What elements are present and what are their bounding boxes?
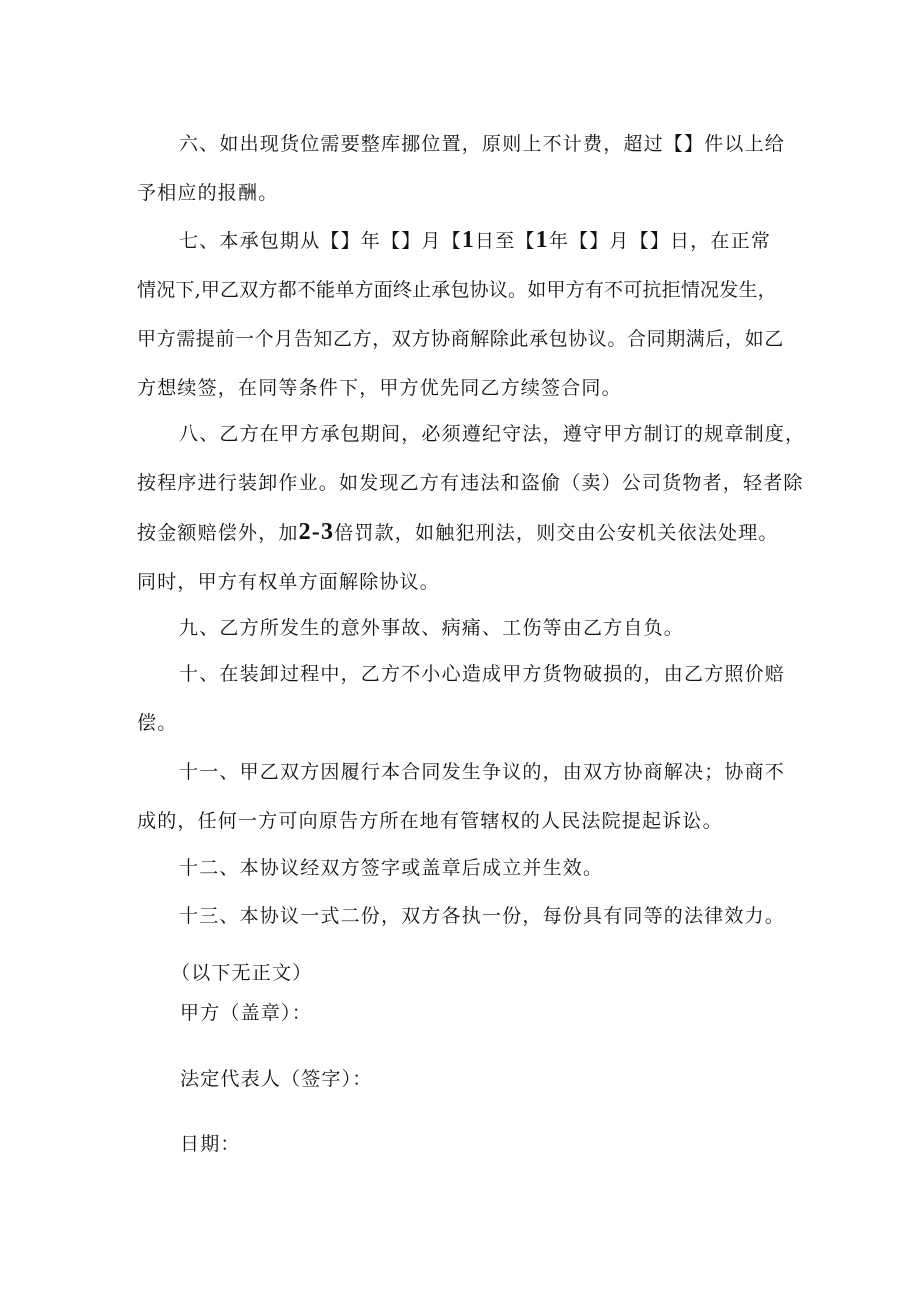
clause-seven-line-2: 情况下,甲乙双方都不能单方面终止承包协议。如甲方有不可抗拒情况发生， xyxy=(137,279,777,301)
clause-eight-penalty-multiple: 2-3 xyxy=(298,519,335,545)
clause-seven-text-c: 年【】月【】日，在正常 xyxy=(548,230,772,252)
party-a-seal-label: 甲方（盖章）： xyxy=(180,1002,312,1024)
clause-eight-line-2: 按程序进行装卸作业。如发现乙方有违法和盗偷（卖）公司货物者，轻者除 xyxy=(137,472,804,494)
clause-seven-text-a: 七、本承包期从【】年【】月【 xyxy=(179,230,462,252)
clause-twelve-line-1: 十二、本协议经双方签字或盖章后成立并生效。 xyxy=(179,857,604,879)
clause-seven-line-1 xyxy=(137,216,793,266)
clause-thirteen xyxy=(137,892,793,941)
clause-seven-day-number: 1 xyxy=(461,227,476,253)
clause-eight-text-a: 按金额赔偿外，加 xyxy=(137,522,299,544)
clause-twelve xyxy=(137,844,793,893)
clause-six-line-1: 六、如出现货位需要整库挪位置，原则上不计费，超过【】件以上给 xyxy=(179,133,786,155)
date-label: 日期： xyxy=(180,1133,241,1155)
end-of-text-note: （以下无正文） xyxy=(171,962,313,984)
clause-six xyxy=(137,120,793,218)
clause-thirteen-line-1: 十三、本协议一式二份，双方各执一份，每份具有同等的法律效力。 xyxy=(179,905,786,927)
clause-nine xyxy=(137,604,793,653)
clause-seven-text-b: 日至【 xyxy=(475,230,536,252)
clause-nine-line-1: 九、乙方所发生的意外事故、病痛、工伤等由乙方自负。 xyxy=(179,617,685,639)
clause-eight-line-1: 八、乙方在甲方承包期间，必须遵纪守法，遵守甲方制订的规章制度， xyxy=(179,423,806,445)
clause-eight xyxy=(137,410,806,607)
clause-eight-line-3 xyxy=(137,508,793,558)
legal-representative-signature-label: 法定代表人（签字）： xyxy=(180,1068,373,1090)
clause-seven-line-4: 方想续签，在同等条件下，甲方优先同乙方续签合同。 xyxy=(137,377,622,399)
clause-eight-text-b: 倍罚款，如触犯刑法，则交由公安机关依法处理。 xyxy=(334,522,779,544)
clause-ten-line-2: 偿。 xyxy=(137,712,178,734)
clause-seven-line-3: 甲方需提前一个月告知乙方，双方协商解除此承包协议。合同期满后，如乙 xyxy=(137,328,784,350)
clause-seven-year-number: 1 xyxy=(535,227,549,253)
clause-ten-line-1: 十、在装卸过程中，乙方不小心造成甲方货物破损的，由乙方照价赔 xyxy=(179,663,786,685)
clause-six-line-2: 予相应的报酬。 xyxy=(137,182,279,204)
clause-eight-line-4: 同时，甲方有权单方面解除协议。 xyxy=(137,571,441,593)
clause-eleven-line-1: 十一、甲乙双方因履行本合同发生争议的，由双方协商解决；协商不 xyxy=(179,761,786,783)
clause-seven xyxy=(137,216,793,413)
clause-eleven-line-2: 成的，任何一方可向原告方所在地有管辖权的人民法院提起诉讼。 xyxy=(137,810,723,832)
clause-eleven xyxy=(137,748,793,846)
clause-ten xyxy=(137,650,793,748)
